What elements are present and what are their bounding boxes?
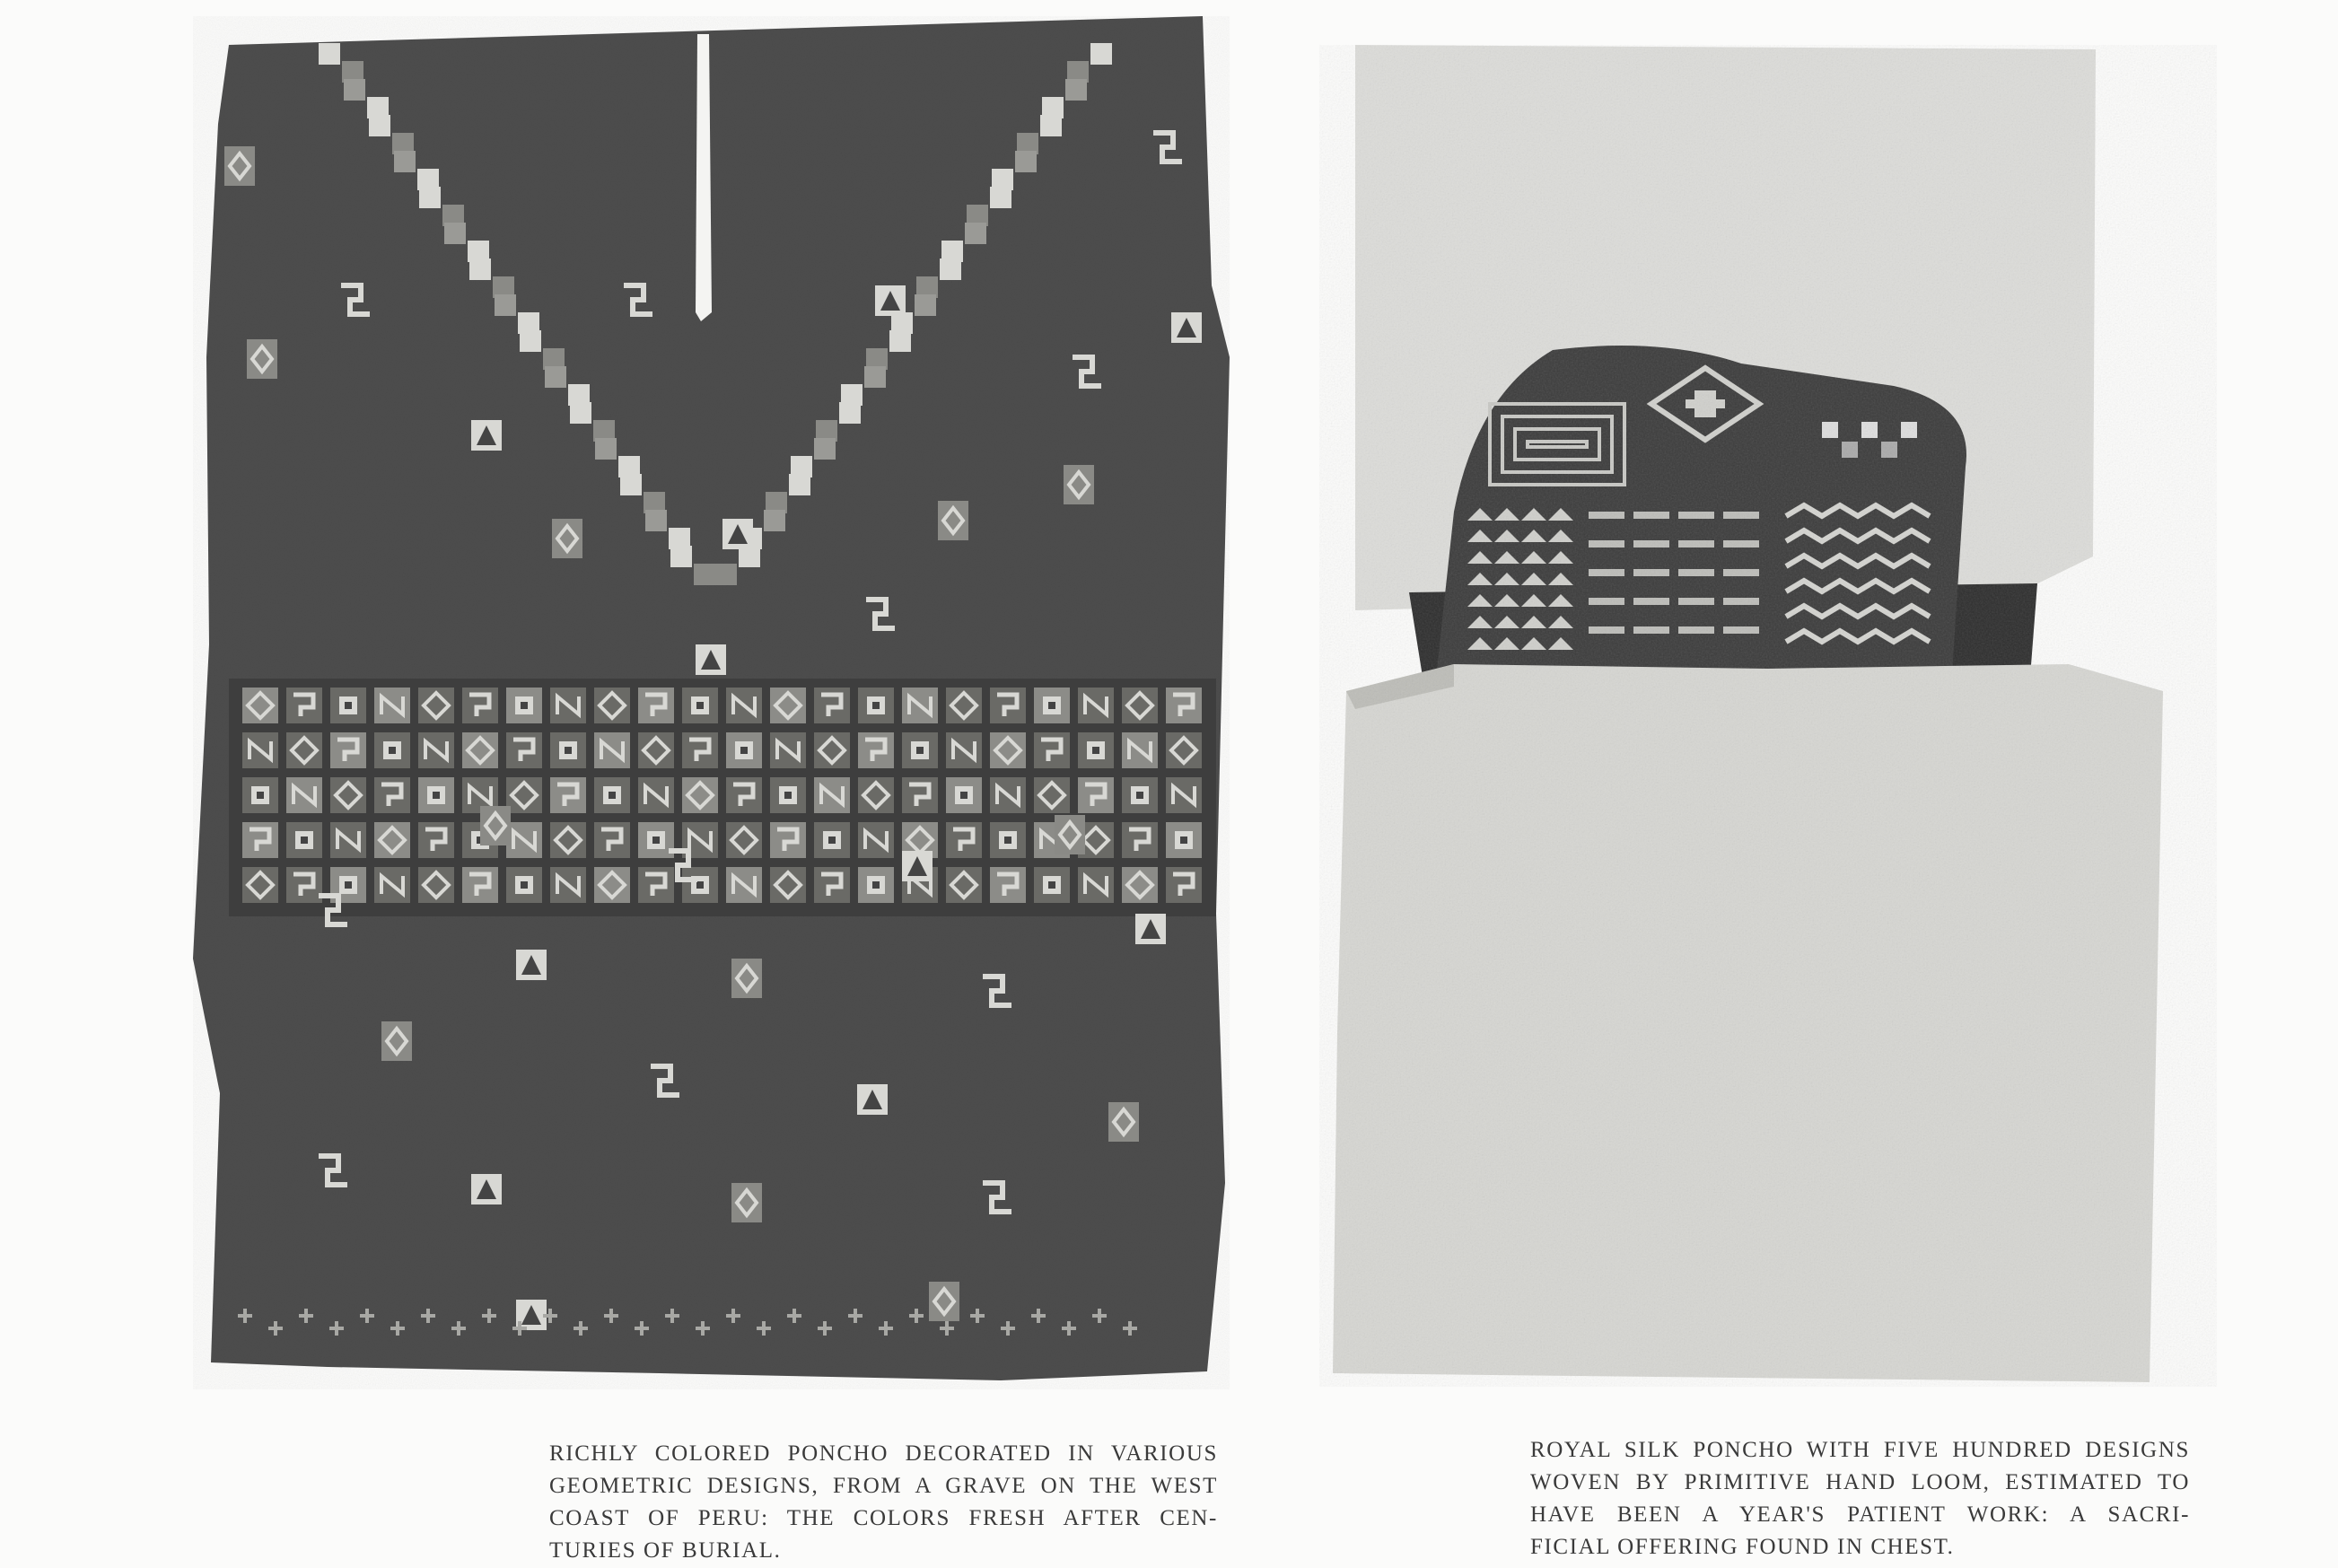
neck-slit [696, 34, 712, 321]
chest-photograph [1319, 45, 2217, 1387]
caption-left [549, 1438, 1218, 1567]
caption-right-line: ROYAL SILK PONCHO WITH FIVE HUNDRED DESIGNS [1530, 1438, 2190, 1462]
caption-right-line: FICIAL OFFERING FOUND IN CHEST. [1530, 1535, 1955, 1559]
caption-left-line: RICHLY COLORED PONCHO DECORATED IN VARIOUS [549, 1441, 1218, 1466]
poncho-image [193, 16, 1230, 1389]
poncho-photograph [193, 16, 1230, 1389]
caption-left-line: GEOMETRIC DESIGNS, FROM A GRAVE ON THE WEST [549, 1474, 1218, 1498]
chest-image [1319, 45, 2217, 1387]
caption-right-line: HAVE BEEN A YEAR'S PATIENT WORK: A SACRI- [1530, 1502, 2190, 1527]
caption-left-line: COAST OF PERU: THE COLORS FRESH AFTER CEN- [549, 1506, 1218, 1530]
caption-right-line: WOVEN BY PRIMITIVE HAND LOOM, ESTIMATED TO [1530, 1470, 2190, 1494]
caption-left-line: TURIES OF BURIAL. [549, 1538, 782, 1563]
caption-right [1530, 1434, 2190, 1564]
